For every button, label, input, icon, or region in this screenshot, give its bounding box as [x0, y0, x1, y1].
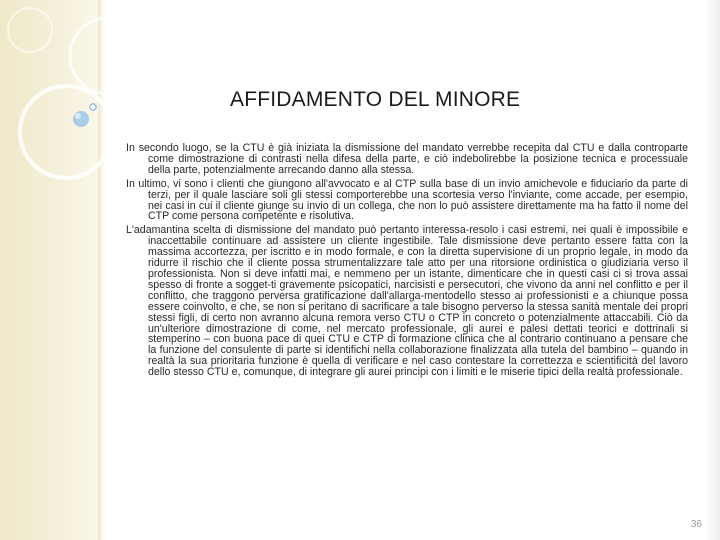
small-ring — [8, 8, 52, 52]
slide-right-shadow — [706, 0, 720, 540]
paragraph-1: In secondo luogo, se la CTU è già iniziata la dismissione del mandato verrebbe recepita dal CTU e dalla controparte come dimostrazione di contrasti nella difesa della parte, e ciò indebolirebbe la posizione tecnica e processuale della parte, potenzialmente arrecando danno alla stessa. — [126, 142, 688, 176]
blue-dot-large — [73, 111, 89, 127]
page-number: 36 — [690, 519, 702, 530]
paragraph-3: L'adamantina scelta di dismissione del mandato può pertanto interessa-resolo i casi estremi, nei quali è impossibile e inaccettabile continuare ad assistere un cliente ingestibile. Tale dismissione deve pertanto essere fatta con la massima accortezza, per iscritto e in modo formale, e con la diretta supervisione di un proprio legale, in modo da ridurre il rischio che il cliente possa strumentalizzare tale atto per una ritorsione ordinistica o giudiziaria verso il professionista. Non si deve infatti mai, e nemmeno per un istante, dimenticare che in questi casi ci si trova assai spesso di fronte a sogget-ti gravemente psicopatici, narcisisti e persecutori, che vivono da anni nel conflitto e per il conflitto, che traggono perversa gratificazione dall'allarga-mentodello stesso ai professionisti e a chiunque possa essere coinvolto, e che, se non si peritano di sacrificare a tale bisogno perverso la stessa sanità mentale dei propri stessi figli, di certo non avranno alcuna remora verso CTU o CTP in concreto o potenzialmente attaccabili. Ciò da un'ulteriore dimostrazione di come, nel mercato professionale, gli aurei e palesi dettati teorici e dottrinali si stemperino – con buona pace di quei CTU e CTP di formazione clinica che al contrario continuano a pensare che la funzione del consulente di parte si identifichi nella collaborazione finalizzata alla tutela del bambino – quando in realtà la sua prioritaria funzione è quella di verificare e nel caso contestare la correttezza e scientificità del lavoro dello stesso CTU e, comunque, di integrare gli aurei principi con i limiti e le miserie tipici della realtà professionale. — [126, 224, 688, 379]
paragraph-2: In ultimo, vi sono i clienti che giungono all'avvocato e al CTP sulla base di un invio amichevole e fiduciario da parte di terzi, per il quale lasciare soli gli stessi comporterebbe una scortesia verso l'inviante, come accade, per esempio, nei casi in cui il cliente giunge su invio di un collega, che non lo può assistere direttamente ma ha fatto il nome del CTP come persona competente e risolutiva. — [126, 177, 688, 223]
slide-title: AFFIDAMENTO DEL MINORE — [230, 88, 521, 111]
medium-ring — [70, 18, 130, 94]
slide-body — [126, 143, 688, 381]
blue-dot-small — [90, 104, 96, 110]
decorative-rings — [0, 0, 130, 180]
blue-dot-large-highlight — [75, 113, 81, 119]
large-ring — [20, 86, 112, 178]
